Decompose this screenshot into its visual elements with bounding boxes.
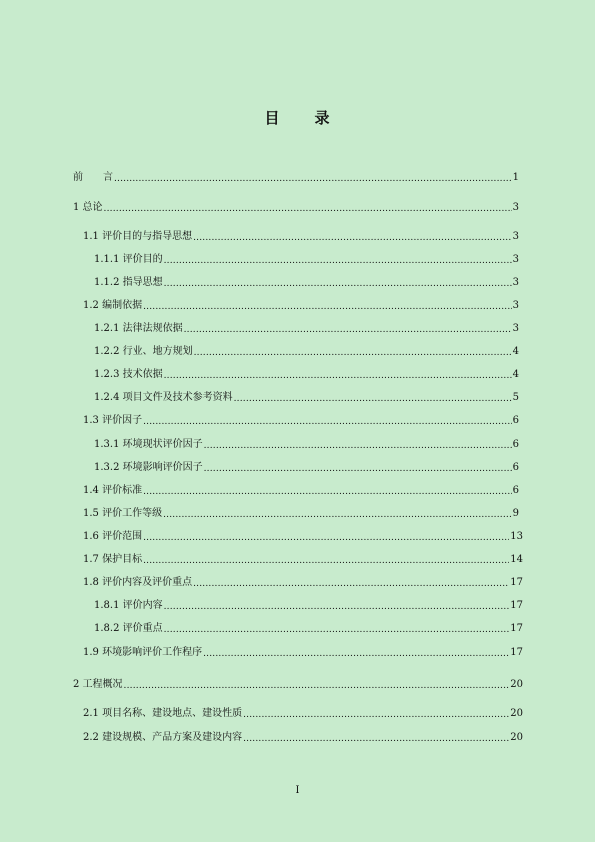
toc-entry-page: 17: [510, 577, 523, 588]
toc-leader: [204, 463, 512, 475]
toc-entry-label: 1.8.2 评价重点: [94, 623, 163, 634]
toc-leader: [203, 648, 509, 660]
toc-entry-page: 3: [512, 231, 519, 242]
toc-leader: [234, 393, 512, 405]
toc-entry-1-2-4[interactable]: [94, 391, 519, 405]
toc-entry-label: 1.3.1 环境现状评价因子: [94, 439, 203, 450]
toc-entry-label: 1.7 保护目标: [83, 554, 143, 565]
toc-entry-label: 1.2.3 技术依据: [94, 369, 163, 380]
toc-entry-page: 17: [510, 623, 523, 634]
toc-entry-page: 13: [510, 531, 523, 542]
toc-entry-label: 1.1 评价目的与指导思想: [83, 231, 193, 242]
toc-entry-1-3-1[interactable]: [94, 438, 519, 452]
toc-entry-1-2-2[interactable]: [94, 345, 519, 359]
toc-entry-label: 1.1.2 指导思想: [94, 277, 163, 288]
toc-entry-label: 1.5 评价工作等级: [83, 508, 163, 519]
toc-entry-page: 6: [512, 462, 519, 473]
toc-entry-page: 20: [510, 679, 523, 690]
toc-entry-page: 3: [512, 277, 519, 288]
toc-entry-page: 6: [512, 439, 519, 450]
toc-entry-page: 1: [512, 172, 519, 183]
toc-leader: [164, 255, 512, 267]
toc-entry-preface[interactable]: [73, 171, 519, 185]
toc-entry-1-3[interactable]: [83, 414, 519, 428]
toc-entry-1-9[interactable]: [83, 646, 523, 660]
toc-leader: [143, 532, 509, 544]
toc-leader: [163, 509, 512, 521]
toc-leader: [104, 203, 512, 215]
toc-entry-label: 1.3 评价因子: [83, 415, 143, 426]
toc-entry-page: 3: [512, 254, 519, 265]
toc-entry-label: 2.1 项目名称、建设地点、建设性质: [83, 708, 243, 719]
toc-leader: [193, 232, 512, 244]
toc-entry-page: 4: [512, 346, 519, 357]
toc-entry-page: 3: [512, 202, 519, 213]
toc-leader: [143, 486, 512, 498]
toc-entry-label: 1.8.1 评价内容: [94, 600, 163, 611]
toc-entry-1-1-2[interactable]: [94, 276, 519, 290]
toc-entry-label: 1.2.1 法律法规依据: [94, 323, 183, 334]
toc-leader: [194, 347, 512, 359]
toc-entry-2-1[interactable]: [83, 707, 523, 721]
toc-title: [0, 107, 595, 128]
toc-entry-page: 9: [512, 508, 519, 519]
toc-entry-page: 17: [510, 647, 523, 658]
toc-entry-1[interactable]: [73, 201, 519, 215]
toc-leader: [114, 173, 512, 185]
toc-entry-page: 17: [510, 600, 523, 611]
toc-entry-2-2[interactable]: [83, 731, 523, 745]
toc-entry-1-1-1[interactable]: [94, 253, 519, 267]
toc-leader: [143, 416, 512, 428]
toc-entry-page: 6: [512, 415, 519, 426]
toc-entry-label: 1.2.2 行业、地方规划: [94, 346, 193, 357]
toc-entry-1-4[interactable]: [83, 484, 519, 498]
toc-entry-1-8[interactable]: [83, 576, 523, 590]
toc-entry-label: 1.8 评价内容及评价重点: [83, 577, 193, 588]
toc-entry-label: 1.3.2 环境影响评价因子: [94, 462, 203, 473]
toc-entry-1-1[interactable]: [83, 230, 519, 244]
toc-entry-label: 前 言: [73, 172, 113, 183]
toc-entry-label: 2.2 建设规模、产品方案及建设内容: [83, 732, 243, 743]
toc-entry-label: 2 工程概况: [73, 679, 123, 690]
toc-leader: [124, 680, 510, 692]
toc-entry-page: 3: [512, 300, 519, 311]
toc-leader: [164, 624, 510, 636]
toc-leader: [243, 709, 509, 721]
toc-entry-page: 4: [512, 369, 519, 380]
toc-entry-label: 1.2.4 项目文件及技术参考资料: [94, 392, 233, 403]
toc-leader: [164, 601, 510, 613]
toc-entry-1-2-1[interactable]: [94, 322, 519, 336]
toc-entry-page: 6: [512, 485, 519, 496]
toc-entry-label: 1.9 环境影响评价工作程序: [83, 647, 203, 658]
toc-entry-page: 20: [510, 708, 523, 719]
toc-leader: [164, 278, 512, 290]
toc-entry-1-7[interactable]: [83, 553, 523, 567]
toc-entry-label: 1.6 评价范围: [83, 531, 143, 542]
toc-entry-page: 3: [512, 323, 519, 334]
toc-entry-1-6[interactable]: [83, 530, 523, 544]
toc-entry-label: 1.2 编制依据: [83, 300, 143, 311]
toc-entry-1-5[interactable]: [83, 507, 519, 521]
toc-entry-1-8-2[interactable]: [94, 622, 523, 636]
toc-leader: [204, 440, 512, 452]
toc-entry-label: 1.1.1 评价目的: [94, 254, 163, 265]
toc-leader: [184, 324, 512, 336]
toc-entry-label: 1.4 评价标准: [83, 485, 143, 496]
toc-leader: [164, 370, 512, 382]
toc-leader: [143, 301, 512, 313]
toc-entry-1-2-3[interactable]: [94, 368, 519, 382]
toc-title-char-1: 目: [264, 109, 281, 127]
page-number: I: [295, 785, 300, 796]
toc-leader: [193, 578, 509, 590]
toc-title-char-2: 录: [314, 109, 331, 127]
toc-entry-1-3-2[interactable]: [94, 461, 519, 475]
toc-leader: [143, 555, 509, 567]
toc-entry-1-8-1[interactable]: [94, 599, 523, 613]
toc-entry-page: 5: [512, 392, 519, 403]
toc-entry-2[interactable]: [73, 678, 523, 692]
toc-entry-page: 14: [510, 554, 523, 565]
toc-entry-1-2[interactable]: [83, 299, 519, 313]
toc-leader: [243, 733, 509, 745]
toc-entry-page: 20: [510, 732, 523, 743]
toc-entry-label: 1 总论: [73, 202, 103, 213]
